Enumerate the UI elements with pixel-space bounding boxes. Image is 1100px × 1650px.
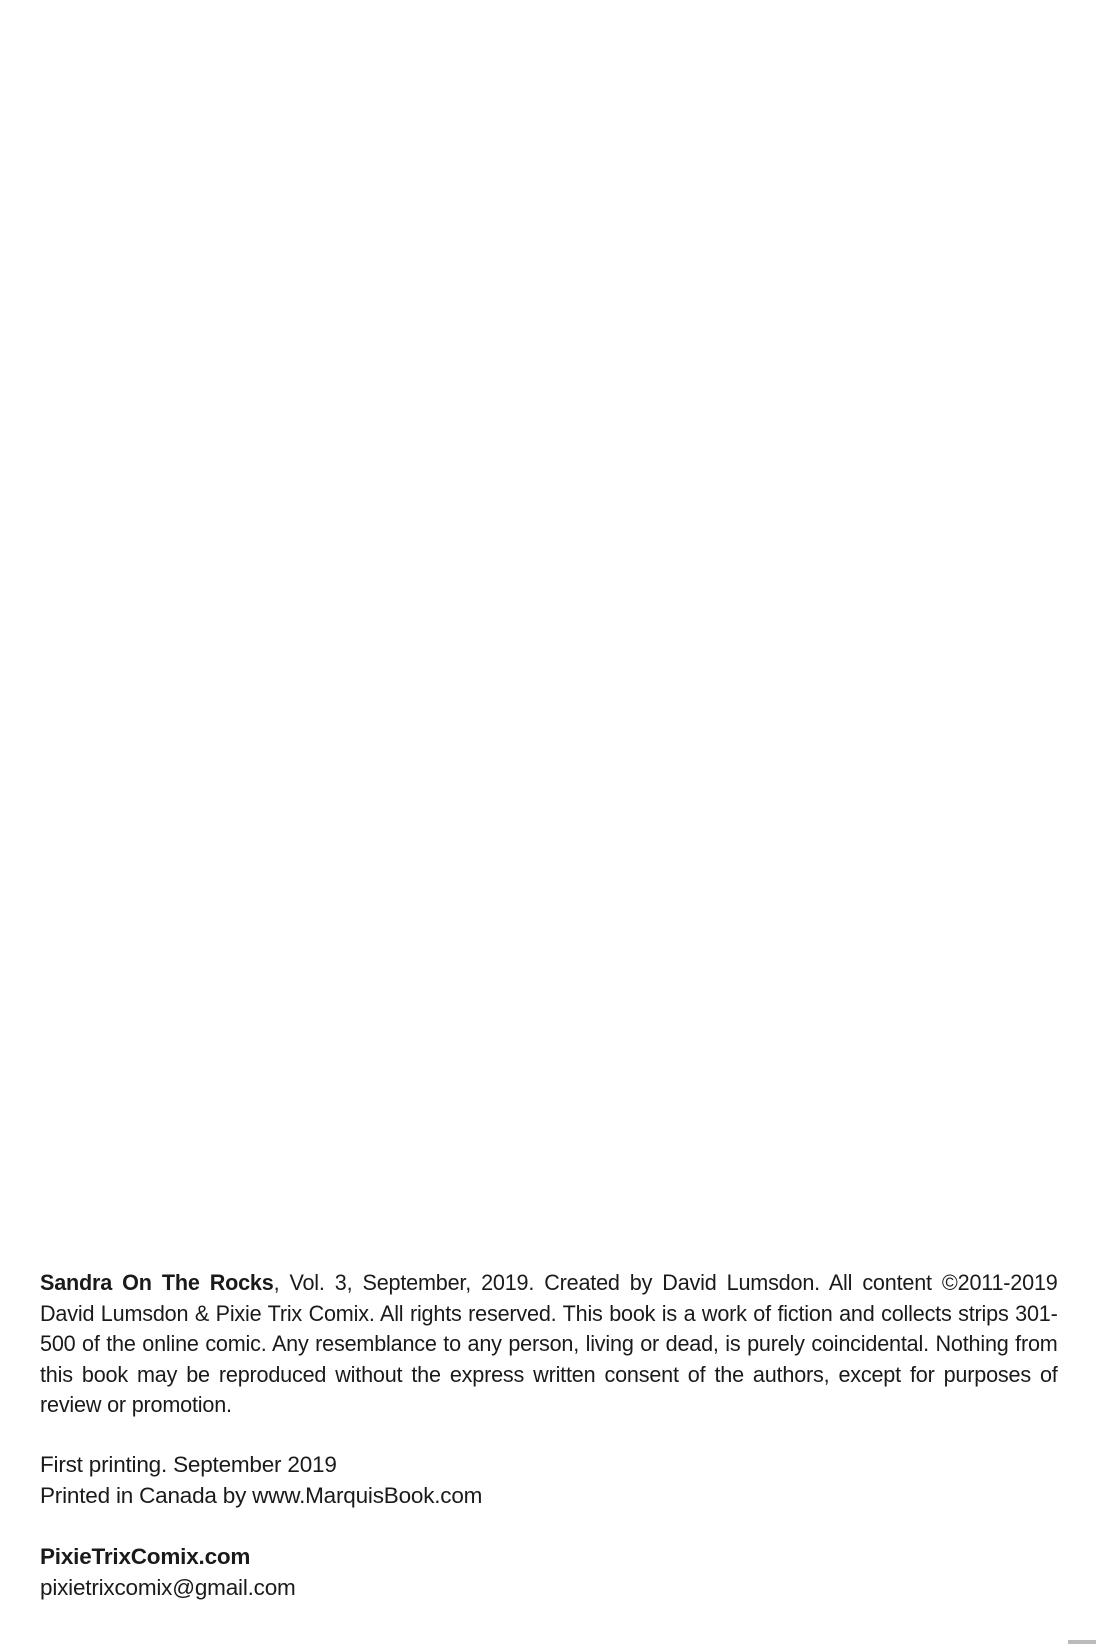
- printer-mark-icon: [1068, 1640, 1096, 1644]
- colophon-paragraph: [40, 1268, 1058, 1421]
- colophon-text: , Vol. 3, September, 2019. Created by David Lumsdon. All content ©2011-2019 David Lumsdon & Pixie Trix Comix. All rights reserved. This book is a work of fiction and collects strips 301-500 of the online comic. Any resemblance to any person, living or dead, is purely coincidental. Nothing from this book may be reproduced without the express written consent of the authors, except for purposes of review or promotion.: [40, 1270, 1058, 1417]
- printed-in: Printed in Canada by www.MarquisBook.com: [40, 1482, 483, 1508]
- colophon: [40, 1268, 1058, 1421]
- first-printing: First printing. September 2019: [40, 1452, 337, 1477]
- book-title: Sandra On The Rocks: [40, 1270, 274, 1295]
- email-link[interactable]: pixietrixcomix@gmail.com: [40, 1574, 296, 1600]
- contact-info: [40, 1542, 1058, 1603]
- website-link[interactable]: PixieTrixComix.com: [40, 1544, 251, 1569]
- printing-info: [40, 1450, 1058, 1511]
